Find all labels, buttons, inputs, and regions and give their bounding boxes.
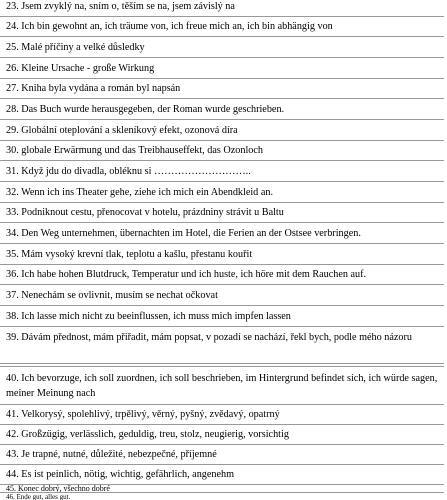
list-item xyxy=(0,485,444,493)
list-item xyxy=(0,58,444,79)
list-item-text: 33. Podniknout cestu, přenocovat v hotelu, prázdniny strávit u Baltu xyxy=(6,207,284,218)
list-item xyxy=(0,493,444,500)
list-item xyxy=(0,306,444,327)
list-item xyxy=(0,79,444,99)
list-item-text: 26. Kleine Ursache - große Wirkung xyxy=(6,63,155,74)
list-item xyxy=(0,120,444,141)
list-item xyxy=(0,37,444,58)
list-item xyxy=(0,285,444,306)
list-item xyxy=(0,99,444,120)
list-item-text: 34. Den Weg unternehmen, übernachten im Hotel, die Ferien an der Ostsee verbringen. xyxy=(6,228,361,239)
list-item-text: 45. Konec dobrý, všechno dobré xyxy=(6,485,110,493)
list-item-text: 37. Nenechám se ovlivnit, musím se nechat očkovat xyxy=(6,290,218,301)
list-item xyxy=(0,244,444,265)
list-item-text: 38. Ich lasse mich nicht zu beeinflussen, ich muss mich impfen lassen xyxy=(6,311,291,322)
list-item-text: 24. Ich bin gewohnt an, ich träume von, ich freue mich an, ich bin abhängig von xyxy=(6,21,333,32)
list-item-text: 39. Dávám přednost, mám přiřadit, mám popsat, v pozadí se nachází, řekl bych, podle mého názoru xyxy=(6,332,412,343)
list-item-text: 36. Ich habe hohen Blutdruck, Temperatur und ich huste, ich höre mit dem Rauchen auf. xyxy=(6,269,367,280)
list-item-text: 46. Ende gut, alles gut. xyxy=(6,493,71,500)
list-item xyxy=(0,0,444,17)
list-item-text: 29. Globální oteplování a skleníkový efekt, ozonová díra xyxy=(6,125,238,136)
list-item xyxy=(0,368,444,405)
list-item-text: 44. Es ist peinlich, nötig, wichtig, gefährlich, angenehm xyxy=(6,469,235,480)
list-item xyxy=(0,405,444,425)
list-item xyxy=(0,327,444,364)
list-item xyxy=(0,182,444,203)
list-item-text: 43. Je trapné, nutné, důležité, nebezpečné, příjemné xyxy=(6,449,217,460)
list-item xyxy=(0,265,444,285)
list-item-text: 27. Kniha byla vydána a román byl napsán xyxy=(6,83,181,94)
list-item-text: 35. Mám vysoký krevní tlak, teplotu a kašlu, přestanu kouřit xyxy=(6,249,253,260)
list-item-text: 42. Großzügig, verlässlich, geduldig, treu, stolz, neugierig, vorsichtig xyxy=(6,429,289,440)
list-item xyxy=(0,445,444,465)
list-item xyxy=(0,223,444,244)
list-item-text: 41. Velkorysý, spolehlivý, trpělivý, věrný, pyšný, zvědavý, opatrný xyxy=(6,409,280,420)
list-item xyxy=(0,425,444,445)
list-item xyxy=(0,17,444,37)
list-item-text: 23. Jsem zvyklý na, sním o, těším se na, jsem závislý na xyxy=(6,1,235,12)
list-item-text: 31. Když jdu do divadla, obléknu si ……………………….. xyxy=(6,166,251,177)
list-item xyxy=(0,141,444,161)
list-item xyxy=(0,203,444,223)
list-item xyxy=(0,161,444,182)
list-item-text: 30. globale Erwärmung und das Treibhauseffekt, das Ozonloch xyxy=(6,145,263,156)
list-item-text: 40. Ich bevorzuge, ich soll zuordnen, ich soll beschrieben, im Hintergrund befindet sich, ich würde sagen, meiner Meinung nach xyxy=(6,373,438,399)
list-item xyxy=(0,465,444,485)
list-item-text: 28. Das Buch wurde herausgegeben, der Roman wurde geschrieben. xyxy=(6,104,285,115)
list-item-text: 25. Malé příčiny a velké důsledky xyxy=(6,42,145,53)
list-item-text: 32. Wenn ich ins Theater gehe, ziehe ich mich ein Abendkleid an. xyxy=(6,187,273,198)
section-divider xyxy=(0,366,444,367)
